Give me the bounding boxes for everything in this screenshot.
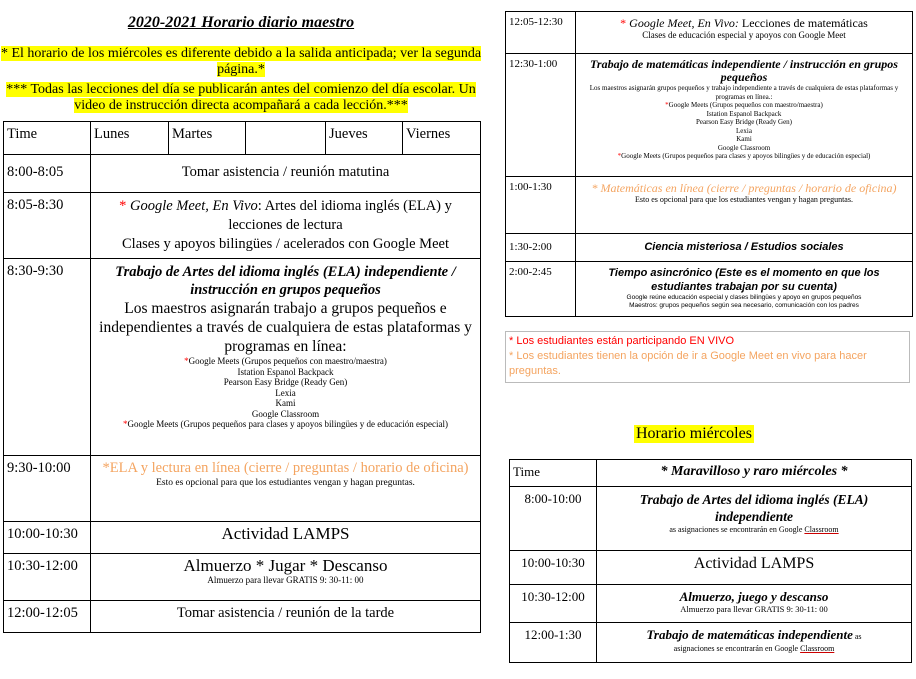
table-row (4, 193, 481, 259)
daily-schedule-table (3, 121, 481, 633)
table-row (4, 259, 481, 456)
legend-live: * Los estudiantes están participando EN VIVO (509, 335, 735, 347)
time-cell: 10:30-12:00 (510, 585, 597, 623)
lessons-note: *** Todas las lecciones del día se publicarán antes del comienzo del día escolar. Un video de instrucción directa acompañará a cada lección.*** (6, 82, 476, 113)
table-row (510, 551, 912, 585)
table-row (4, 601, 481, 633)
live-label: Google Meet, En Vivo (129, 198, 258, 214)
table-row (506, 12, 913, 54)
activity-cell: * Google Meet, En Vivo: Lecciones de matemáticas Clases de educación especial y apoyos con Google Meet (576, 12, 913, 54)
activity-cell: * Matemáticas en línea (cierre / preguntas / horario de oficina) Esto es opcional para que los estudiantes vengan y hagan preguntas. (576, 177, 913, 234)
table-row (4, 554, 481, 601)
activity-cell: Trabajo de Artes del idioma inglés (ELA) independiente as asignaciones se encontrarán en Google Classroom (597, 487, 912, 551)
activity-cell: Ciencia misteriosa / Estudios sociales (576, 234, 913, 262)
activity-cell: Almuerzo * Jugar * Descanso Almuerzo para llevar GRATIS 9: 30-11: 00 (91, 554, 481, 601)
time-cell: 12:00-12:05 (4, 601, 91, 633)
time-cell: 8:00-8:05 (4, 155, 91, 193)
activity-cell: Almuerzo, juego y descanso Almuerzo para llevar GRATIS 9: 30-11: 00 (597, 585, 912, 623)
time-cell: 8:30-9:30 (4, 259, 91, 456)
table-row (4, 155, 481, 193)
time-cell: 9:30-10:00 (4, 456, 91, 522)
header-time: Time (510, 460, 597, 487)
header-martes: Martes (169, 122, 246, 155)
time-cell: 8:05-8:30 (4, 193, 91, 259)
time-cell: 2:00-2:45 (506, 262, 576, 317)
table-row (506, 262, 913, 317)
wednesday-schedule-table (509, 459, 912, 663)
time-cell: 12:05-12:30 (506, 12, 576, 54)
header-viernes: Viernes (403, 122, 481, 155)
time-cell: 10:00-10:30 (4, 522, 91, 554)
activity-cell: Tomar asistencia / reunión de la tarde (91, 601, 481, 633)
activity-cell: * Google Meet, En Vivo: Artes del idioma inglés (ELA) y lecciones de lectura Clases y apoyos bilingües / acelerados con Google Meet (91, 193, 481, 259)
afternoon-schedule-table (505, 11, 913, 317)
time-cell: 12:00-1:30 (510, 623, 597, 663)
activity-cell: *ELA y lectura en línea (cierre / preguntas / horario de oficina) Esto es opcional para que los estudiantes vengan y hagan preguntas. (91, 456, 481, 522)
table-row (506, 234, 913, 262)
header-lunes: Lunes (91, 122, 169, 155)
activity-cell: Actividad LAMPS (91, 522, 481, 554)
time-cell: 1:30-2:00 (506, 234, 576, 262)
activity-cell: Tiempo asincrónico (Este es el momento en que los estudiantes trabajan por su cuenta) Google reúne educación especial y clases bilingües y apoyo en grupos pequeños Maestros: grupos pequeños según sea necesario, comunicación con los padres (576, 262, 913, 317)
time-cell: 8:00-10:00 (510, 487, 597, 551)
header-time: Time (4, 122, 91, 155)
activity-cell: Trabajo de matemáticas independiente as asignaciones se encontrarán en Google Classroom (597, 623, 912, 663)
activity-cell: Trabajo de matemáticas independiente / instrucción en grupos pequeños Los maestros asignarán grupos pequeños y trabajo independiente a través de cualquiera de estas plataformas y programas en línea.: *Google Meets (Grupos pequeños con maestro/maestra) Istation Espanol Backpack Pearson Easy Bridge (Ready Gen) Lexia Kami Google Classroom *Google Meets (Grupos pequeños para clases y apoyos bilingües y de educación especial) (576, 54, 913, 177)
table-row (4, 456, 481, 522)
table-row (4, 522, 481, 554)
table-row (510, 585, 912, 623)
header-blank (246, 122, 326, 155)
time-cell: 1:00-1:30 (506, 177, 576, 234)
legend-box (505, 331, 910, 383)
table-header-row (510, 460, 912, 487)
header-jueves: Jueves (326, 122, 403, 155)
table-row (506, 54, 913, 177)
time-cell: 10:00-10:30 (510, 551, 597, 585)
wednesday-title: Horario miércoles (636, 425, 752, 442)
live-star: * (119, 198, 130, 214)
table-row (510, 623, 912, 663)
legend-optional: * Los estudiantes tienen la opción de ir a Google Meet en vivo para hacer preguntas. (509, 350, 867, 377)
wednesday-note: * El horario de los miércoles es diferente debido a la salida anticipada; ver la segunda página.* (0, 46, 482, 77)
table-header-row (4, 122, 481, 155)
table-row (510, 487, 912, 551)
table-row (506, 177, 913, 234)
time-cell: 12:30-1:00 (506, 54, 576, 177)
activity-cell: Tomar asistencia / reunión matutina (91, 155, 481, 193)
page-title: 2020-2021 Horario diario maestro (127, 14, 355, 31)
time-cell: 10:30-12:00 (4, 554, 91, 601)
header-wednesday: * Maravilloso y raro miércoles * (597, 460, 912, 487)
activity-cell: Trabajo de Artes del idioma inglés (ELA) independiente / instrucción en grupos pequeños Los maestros asignarán trabajo a grupos pequeños e independientes a través de cualquiera de estas plataformas y programas en línea: *Google Meets (Grupos pequeños con maestro/maestra) Istation Espanol Backpack Pearson Easy Bridge (Ready Gen) Lexia Kami Google Classroom *Google Meets (Grupos pequeños para clases y apoyos bilingües y de educación especial) (91, 259, 481, 456)
activity-cell: Actividad LAMPS (597, 551, 912, 585)
